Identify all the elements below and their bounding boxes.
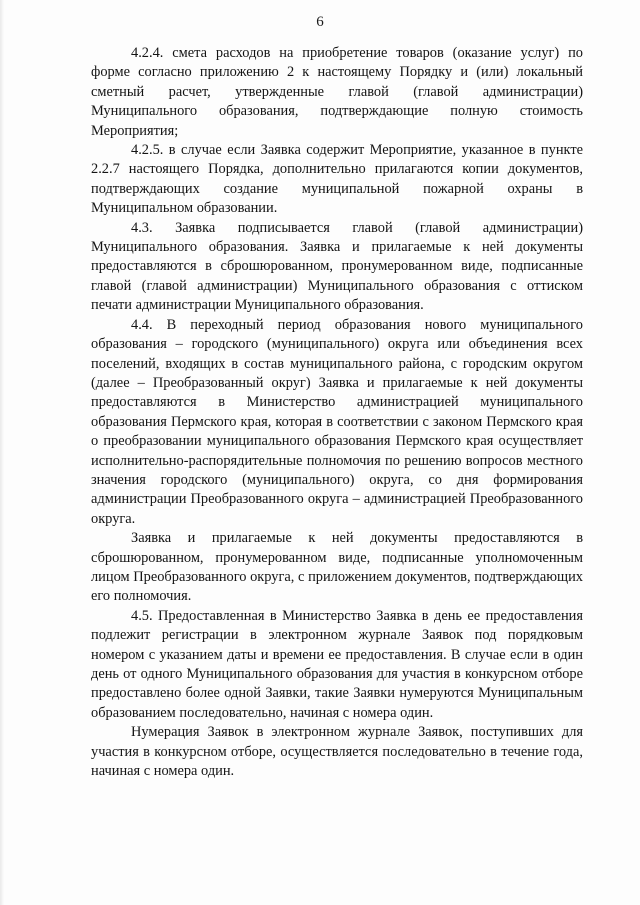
paragraph-4-2-5: 4.2.5. в случае если Заявка содержит Мероприятие, указанное в пункте 2.2.7 настоящего Порядка, дополнительно прилагаются копии документов, подтверждающих создание муниципальной пожарной охраны в Муниципальном образовании. <box>91 142 583 217</box>
paragraph-4-4: 4.4. В переходный период образования нового муниципального образования – городского (муниципального) округа или объединения всех поселений, входящих в состав муниципального района, с городским округом (далее – Преобразованный округ) Заявка и прилагаемые к ней документы предоставляются в Министерство администрацией муниципального образования Пермского края, которая в соответствии с законом Пермского края о преобразовании муниципального образования Пермского края осуществляет исполнительно-распорядительные полномочия по решению вопросов местного значения городского (муниципального) округа, со дня формирования администрации Преобразованного округа – администрацией Преобразованного округа. <box>91 316 583 527</box>
page-number: 6 <box>316 14 324 30</box>
paragraph-4-5: 4.5. Предоставленная в Министерство Заявка в день ее предоставления подлежит регистрации в электронном журнале Заявок под порядковым номером с указанием даты и времени ее предоставления. В случае если в один день от одного Муниципального образования для участия в конкурсном отборе предоставлено более одной Заявки, такие Заявки нумеруются Муниципальным образованием последовательно, начиная с номера один. <box>91 607 583 721</box>
paragraph-4-2-4: 4.2.4. смета расходов на приобретение товаров (оказание услуг) по форме согласно приложению 2 к настоящему Порядку и (или) локальный сметный расчет, утвержденные главой (главой администрации) Муниципального образования, подтверждающие полную стоимость Мероприятия; <box>91 45 583 139</box>
paragraph-4-4-continued: Заявка и прилагаемые к ней документы предоставляются в сброшюрованном, пронумерованном виде, подписанные уполномоченным лицом Преобразованного округа, с приложением документов, подтверждающих его полномочия. <box>91 530 583 605</box>
document-body <box>91 44 583 781</box>
paragraph-4-3: 4.3. Заявка подписывается главой (главой администрации) Муниципального образования. Заявка и прилагаемые к ней документы предоставляются в сброшюрованном, пронумерованном виде, подписанные главой (главой администрации) Муниципального образования с оттиском печати администрации Муниципального образования. <box>91 219 583 314</box>
paragraph-4-5-continued: Нумерация Заявок в электронном журнале Заявок, поступивших для участия в конкурсном отборе, осуществляется последовательно в течение года, начиная с номера один. <box>91 724 583 780</box>
scan-edge-shadow <box>0 0 4 905</box>
